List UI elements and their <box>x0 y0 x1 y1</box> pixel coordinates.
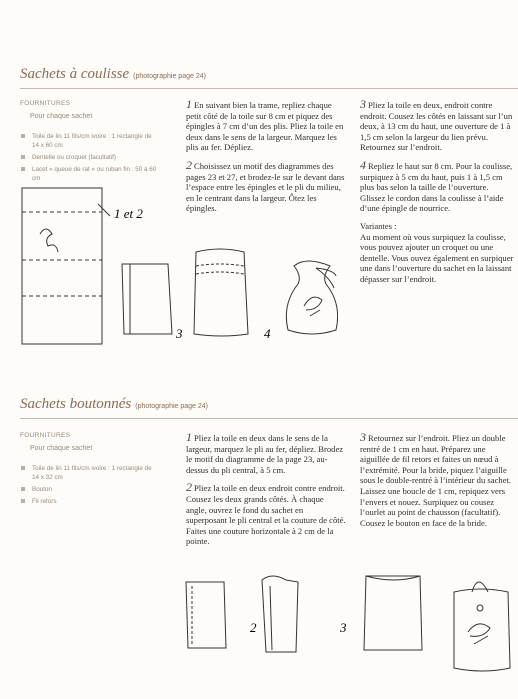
figure-label: 4 <box>264 326 271 341</box>
step <box>360 432 516 528</box>
step-number: 4 <box>360 157 366 172</box>
step-text: Choisissez un motif des diagrammes des pages 23 et 27, et brodez-le sur le devant dans l’espace entre les épingles et le pli du milieu, en le centrant dans la largeur. Ôtez les épingles. <box>186 160 345 214</box>
step-number: 1 <box>186 97 192 111</box>
section-rule <box>20 418 518 419</box>
fabric-rectangle-illustration <box>22 188 102 344</box>
supplies-panel <box>20 100 158 186</box>
supply-item: Bouton <box>20 485 158 494</box>
figures-coulisse <box>18 186 338 346</box>
figure-label: 3 <box>340 620 347 635</box>
step-number: 3 <box>360 430 366 444</box>
step <box>186 99 346 153</box>
supplies-list <box>20 132 158 183</box>
coulisse-sachet-illustration <box>194 249 248 336</box>
section-title <box>20 66 206 83</box>
section-title-text: Sachets à coulisse <box>20 66 130 82</box>
step-text: En suivant bien la trame, repliez chaque petit côté de la toile sur 8 cm et piquez des épingles à 7 cm d’un des plis. Pliez la toile en deux dans le sens de la largeur. Marquez les plis au fer. Dépliez. <box>186 100 344 153</box>
button-illustration <box>477 605 483 611</box>
figure-label: 2 <box>250 620 257 635</box>
step-number: 3 <box>360 97 366 111</box>
step <box>360 99 516 153</box>
supplies-subheader: Pour chaque sachet <box>30 113 93 120</box>
turned-sachet-illustration <box>364 576 422 650</box>
section-title <box>20 396 208 413</box>
step-number: 1 <box>186 430 192 444</box>
step-number: 2 <box>186 480 192 495</box>
sewn-sachet-illustration <box>262 576 298 652</box>
step-text: Pliez la toile en deux, endroit contre endroit. Cousez les côtés en laissant sur l’un deux, à 13 cm du haut, une ouverture de 1 à 1,5 cm selon la largeur du lien prévu. Retournez sur l’endroit. <box>360 100 513 153</box>
step <box>360 157 516 214</box>
supply-item: Dentelle ou croquet (facultatif) <box>20 153 158 162</box>
supplies-panel <box>20 432 158 509</box>
step <box>186 482 346 547</box>
supply-item: Fil retors <box>20 497 158 506</box>
instructions-column-2 <box>360 99 516 292</box>
step-text: Pliez la toile en deux endroit contre endroit. Cousez les deux grands côtés. À chaque angle, ouvrez le fond du sachet en superposant le pli central et la couture de côté. Faites une couture horizontale à 2 cm de la pointe. <box>186 483 346 547</box>
supply-item: Toile de lin 11 fils/cm ivoire : 1 rectangle de 14 x 32 cm <box>20 464 158 482</box>
figure-label: 1 et 2 <box>114 206 143 221</box>
step-text: Pliez la toile en deux dans le sens de la largeur, marquez le pli au fer, dépliez. Brodez le motif du diagramme de la page 23, au-dessus du pli central, à 5 cm. <box>186 433 344 475</box>
embroidery-motif-illustration <box>40 229 58 252</box>
finished-buttoned-sachet-illustration <box>454 589 510 671</box>
step-text: Repliez le haut sur 8 cm. Pour la coulisse, surpiquez à 5 cm du haut, puis 1 à 1,5 cm plus bas selon la taille de l’ouverture. Glissez le cordon dans la coulisse à l’aide d’une épingle de nourrice. <box>360 160 513 214</box>
supplies-header: FOURNITURES <box>20 432 71 439</box>
supplies-list <box>20 464 158 506</box>
instructions-column-1 <box>186 432 346 554</box>
supplies-subheader: Pour chaque sachet <box>30 445 93 452</box>
photo-reference: (photographie page 24) <box>133 73 206 80</box>
supply-item: Toile de lin 11 fils/cm ivoire : 1 rectangle de 14 x 60 cm <box>20 132 158 150</box>
section-title-text: Sachets boutonnés <box>20 396 132 412</box>
variants-text: Au moment où vous surpiquez la coulisse, vous pouvez ajouter un croquet ou une dentelle. Vous ouvez également en surpiquer une dans l’ouverture du sachet en la laissant dépasser sur l’endroit. <box>360 231 514 284</box>
figure-label: 3 <box>176 326 183 341</box>
instructions-column-2 <box>360 432 516 535</box>
supply-item: Lacet « queue de rat » ou ruban fin : 50 à 60 cm <box>20 165 158 183</box>
step-text: Retournez sur l’endroit. Pliez un double rentré de 1 cm en haut. Préparez une aiguillée de fil retors et faites un nœud à l’extrémité. Pour la bride, piquez l’aiguille sous le double-rentré à l’intérieur du sachet. Laissez une boucle de 1 cm, repiquez vers l’envers et nouez. Surpiquez ou cousez l’ourlet au point de chausson (facultatif). Cousez le bouton en face de la bride. <box>360 433 512 528</box>
photo-reference: (photographie page 24) <box>135 403 209 410</box>
section-rule <box>20 88 518 89</box>
supplies-header: FOURNITURES <box>20 100 71 107</box>
step-number: 2 <box>186 157 192 172</box>
figures-boutonnes <box>180 572 516 690</box>
step <box>186 432 346 475</box>
variants-title: Variantes : <box>360 220 397 231</box>
